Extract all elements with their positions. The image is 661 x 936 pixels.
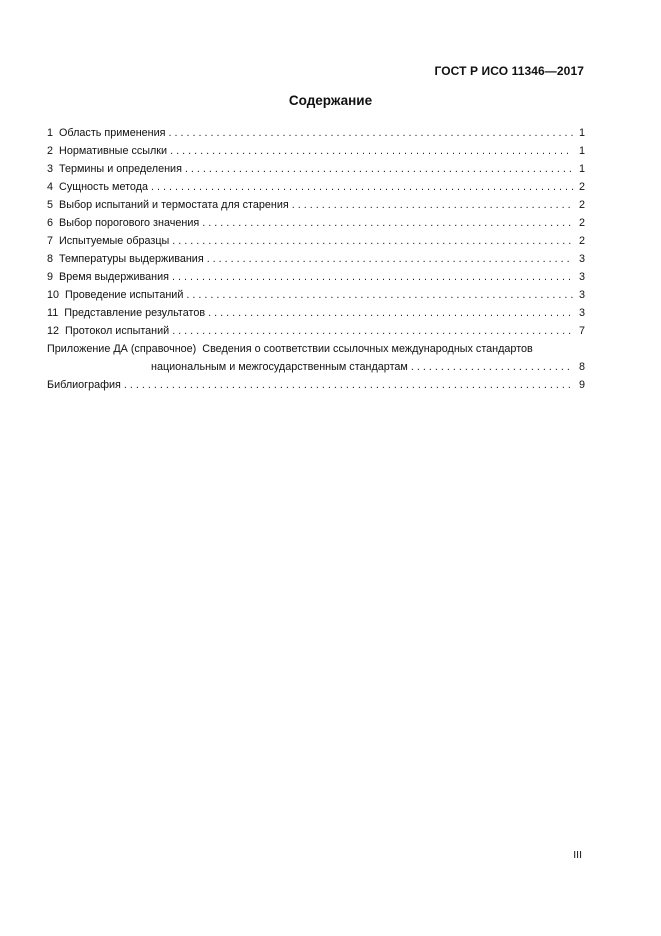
toc-leader-dots xyxy=(292,196,573,214)
toc-entry-text: Выбор испытаний и термостата для старения xyxy=(59,199,289,211)
toc-entry-page: 3 xyxy=(578,307,585,319)
toc-entry-label: Библиография xyxy=(47,379,121,391)
toc-entry-page: 1 xyxy=(578,163,585,175)
toc-entry-label xyxy=(47,304,205,322)
toc-entry-label xyxy=(47,286,183,304)
toc-annex-title-line2: национальным и межгосударственным стандартам xyxy=(151,361,408,373)
toc-entry-number: 5 xyxy=(47,199,54,211)
toc-entry-label xyxy=(47,196,289,214)
toc-entry-text: Сущность метода xyxy=(59,181,148,193)
toc-leader-dots xyxy=(172,232,573,250)
toc-entry-page: 2 xyxy=(578,235,585,247)
toc-entry-annex[interactable] xyxy=(47,340,585,376)
toc-leader-dots xyxy=(169,124,573,142)
toc-entry[interactable] xyxy=(47,304,585,322)
toc-entry-text: Выбор порогового значения xyxy=(59,217,200,229)
toc-leader-dots xyxy=(186,286,573,304)
toc-entry[interactable] xyxy=(47,178,585,196)
toc-entry[interactable] xyxy=(47,214,585,232)
toc-entry-page: 2 xyxy=(578,181,585,193)
toc-annex-title-line1: Сведения о соответствии ссылочных международных стандартов xyxy=(202,343,533,355)
toc-entry-text: Протокол испытаний xyxy=(65,325,170,337)
toc-leader-dots xyxy=(172,268,573,286)
toc-entry-label xyxy=(47,178,148,196)
table-of-contents xyxy=(47,124,585,394)
toc-entry[interactable] xyxy=(47,286,585,304)
toc-leader-dots xyxy=(124,376,573,394)
toc-entry[interactable] xyxy=(47,124,585,142)
toc-entry-text: Представление результатов xyxy=(64,307,206,319)
toc-entry-number: 3 xyxy=(47,163,54,175)
toc-leader-dots xyxy=(185,160,573,178)
toc-entry-text: Нормативные ссылки xyxy=(59,145,168,157)
toc-entry-label xyxy=(47,160,182,178)
toc-leader-dots xyxy=(202,214,573,232)
toc-entry-page: 9 xyxy=(578,379,585,391)
toc-entry-text: Температуры выдерживания xyxy=(59,253,204,265)
toc-leader-dots xyxy=(411,358,573,376)
toc-entry[interactable] xyxy=(47,142,585,160)
toc-entry-label xyxy=(47,322,169,340)
toc-entry[interactable] xyxy=(47,268,585,286)
toc-entry-number: 2 xyxy=(47,145,54,157)
toc-entry-page: 3 xyxy=(578,271,585,283)
toc-leader-dots xyxy=(208,304,573,322)
toc-entry-text: Проведение испытаний xyxy=(65,289,184,301)
toc-entry-label xyxy=(47,142,167,160)
toc-annex-first-line xyxy=(47,340,585,358)
toc-entry-text: Испытуемые образцы xyxy=(59,235,170,247)
toc-entry-number: 9 xyxy=(47,271,54,283)
toc-entry-text: Область применения xyxy=(59,127,166,139)
toc-annex-second-line xyxy=(47,358,585,376)
toc-annex-prefix: Приложение ДА (справочное) xyxy=(47,343,197,355)
toc-entry-page: 1 xyxy=(578,127,585,139)
toc-leader-dots xyxy=(170,142,573,160)
toc-entry[interactable] xyxy=(47,250,585,268)
toc-leader-dots xyxy=(207,250,573,268)
toc-entry-label xyxy=(47,214,199,232)
toc-entry-bibliography[interactable] xyxy=(47,376,585,394)
toc-entry-number: 4 xyxy=(47,181,54,193)
toc-entry-page: 7 xyxy=(578,325,585,337)
toc-entry-number: 1 xyxy=(47,127,54,139)
toc-entry-text: Время выдерживания xyxy=(59,271,170,283)
toc-entry-text: Термины и определения xyxy=(59,163,182,175)
page-number: III xyxy=(573,849,582,861)
toc-entry-number: 12 xyxy=(47,325,60,337)
standard-designation: ГОСТ Р ИСО 11346—2017 xyxy=(434,64,584,78)
toc-entry-number: 6 xyxy=(47,217,54,229)
toc-entry-number: 10 xyxy=(47,289,60,301)
toc-entry-page: 1 xyxy=(578,145,585,157)
toc-entry-page: 2 xyxy=(578,199,585,211)
toc-leader-dots xyxy=(172,322,573,340)
toc-entry-number: 11 xyxy=(47,307,59,319)
toc-entry-page: 8 xyxy=(578,361,585,373)
toc-entry-label xyxy=(47,232,169,250)
toc-entry-page: 3 xyxy=(578,289,585,301)
toc-entry[interactable] xyxy=(47,322,585,340)
toc-entry-label xyxy=(47,268,169,286)
toc-entry-label xyxy=(47,250,204,268)
toc-entry[interactable] xyxy=(47,160,585,178)
toc-entry-number: 7 xyxy=(47,235,54,247)
toc-entry-number: 8 xyxy=(47,253,54,265)
toc-entry-label xyxy=(47,124,166,142)
toc-leader-dots xyxy=(151,178,573,196)
toc-entry-page: 2 xyxy=(578,217,585,229)
toc-title: Содержание xyxy=(288,93,373,108)
toc-entry[interactable] xyxy=(47,196,585,214)
toc-entry[interactable] xyxy=(47,232,585,250)
toc-entry-page: 3 xyxy=(578,253,585,265)
